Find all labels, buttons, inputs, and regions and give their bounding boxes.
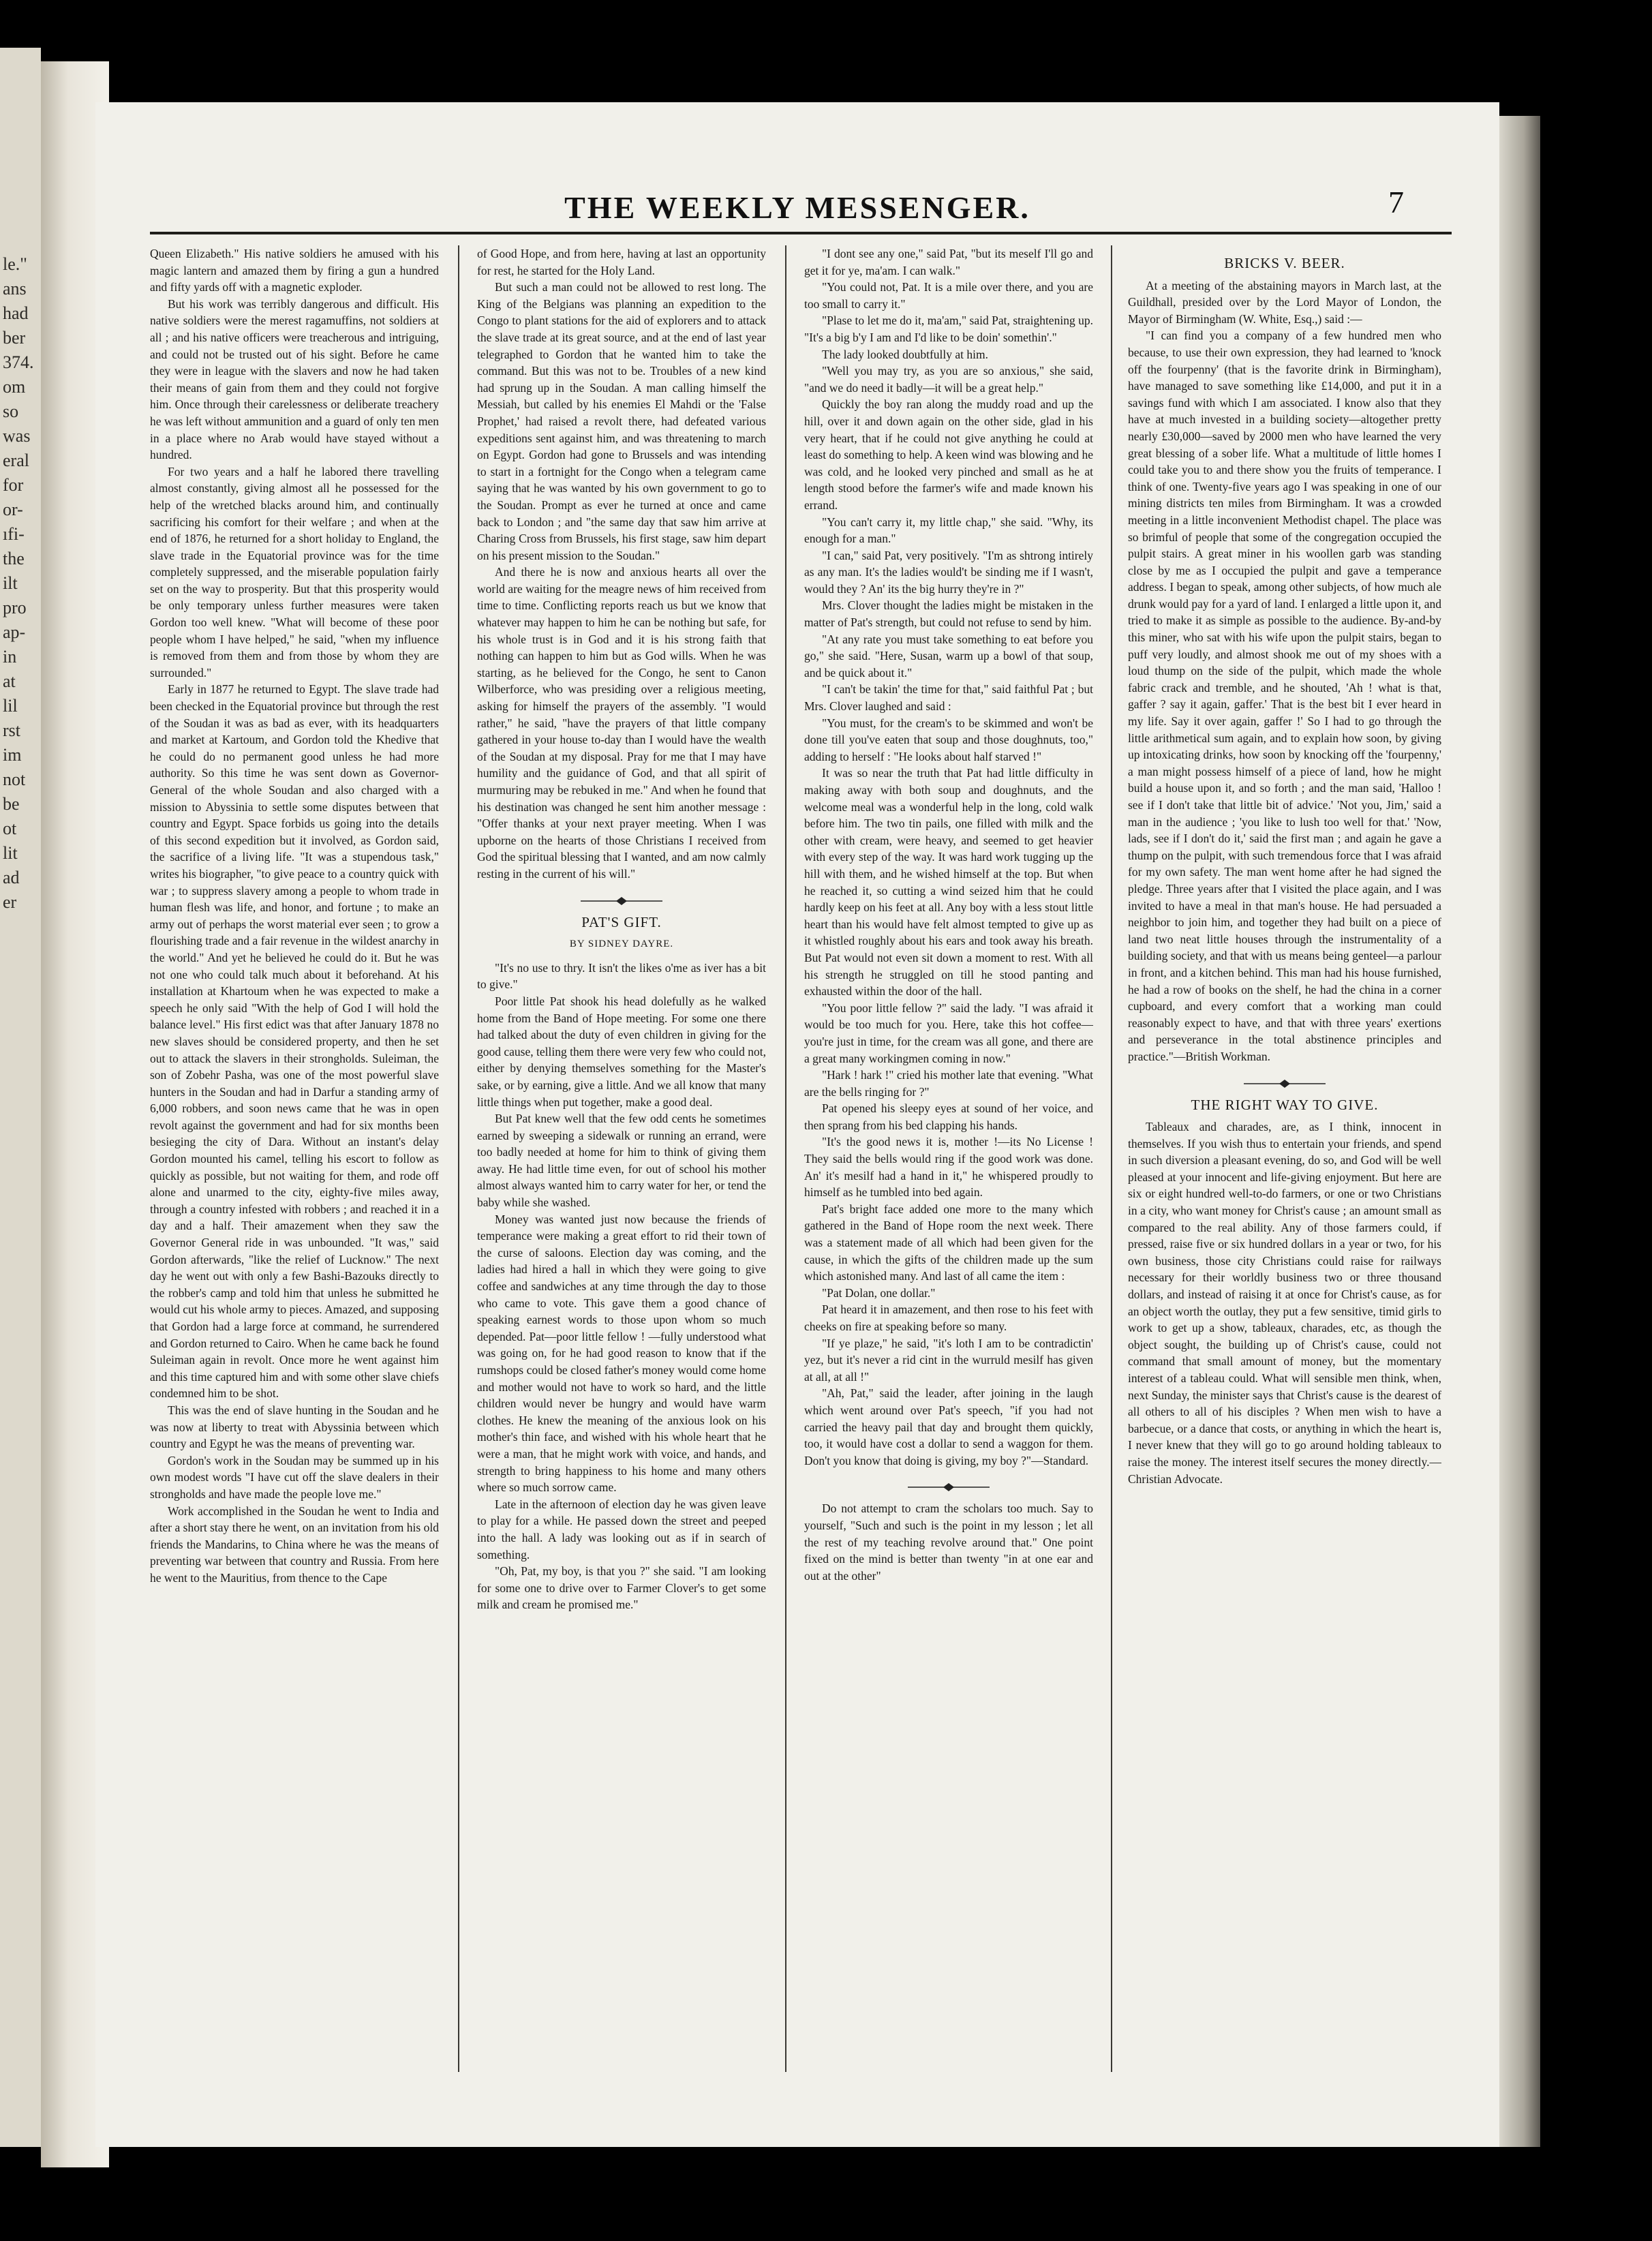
paragraph: Queen Elizabeth." His native soldiers he amused with his magic lantern and amazed them by firing a gun a hundred and fifty yards off with a magnetic exploder. (150, 247, 439, 294)
fragment-line: was (3, 426, 31, 446)
fragment-line: had (3, 303, 29, 323)
article-title-bricks-v-beer: BRICKS V. BEER. (1224, 255, 1345, 271)
paragraph: Pat heard it in amazement, and then rose to his feet with cheeks on fire at speaking before so many. (804, 1302, 1093, 1333)
paragraph: "Oh, Pat, my boy, is that you ?" she said. "I am looking for some one to drive over to Farmer Clover's to get some milk and cream he promised me." (477, 1564, 766, 1612)
paragraph: Gordon's work in the Soudan may be summed up in his own modest words "I have cut off the slave dealers in their strongholds and have made the people love me." (150, 1453, 439, 1501)
newspaper-page (95, 102, 1499, 2147)
closing-paragraph: Do not attempt to cram the scholars too much. Say to yourself, "Such and such is the point in my lesson ; let all the rest of my teaching revolve around that." One point fixed on the mind is better than twenty "in at one ear and out at the other" (804, 1501, 1093, 1583)
fragment-line: ber (3, 328, 26, 348)
paragraph: Pat's bright face added one more to the many which gathered in the Band of Hope room the next week. There was a statement made of all which had been given for the cause, in which the gifts of the children made up the sum which astonished many. And last of all came the item : (804, 1202, 1093, 1283)
paragraph: "I can't be takin' the time for that," said faithful Pat ; but Mrs. Clover laughed and said : (804, 682, 1093, 714)
paragraph: "Pat Dolan, one dollar." (822, 1285, 936, 1300)
column-rule (458, 245, 459, 2072)
paragraph: "Hark ! hark !" cried his mother late that evening. "What are the bells ringing for ?" (804, 1068, 1093, 1099)
column-1 (150, 245, 439, 2065)
paragraph: "At any rate you must take something to eat before you go," she said. "Here, Susan, warm up a bowl of that soup, and be quick about it." (804, 632, 1093, 680)
fragment-line: 374. (3, 352, 34, 372)
fragment-line: ans (3, 279, 27, 299)
fragment-line: lit (3, 843, 18, 863)
paragraph: "I can find you a company of a few hundred men who because, to use their own expression, they had learned to 'knock off the fourpenny' (that is the favorite drink in Birmingham), have managed to save something like £14,000, and put it in a savings fund with which I am associated. I know also that they have at much invested in a building society—altogether pretty nearly £30,000—saved by 2000 men who have learned the very great blessing of a sober life. What a multitude of little homes I could take you to and there show you the fruits of temperance. I think of one. Twenty-five years ago I was speaking in one of our mining districts ten miles from Birmingham. It was a crowded meeting in a little inconvenient Methodist chapel. The place was so brimful of people that some of the congregation occupied the pulpit stairs. A great miner in his woollen garb was standing close by me as I occupied the pulpit and gave a temperance address. I began to speak, among other subjects, of how much ale drunk would pay for a yard of land. I enlarged a little upon it, and tried to make it as simple as possible to the audience. By-and-by this miner, who sat with his wife upon the pulpit stairs, began to puff very loudly, and almost shook me out of my shoes with a loud thump on the side of the pulpit, which made the whole fabric crack and tremble, and he shouted, 'Ah ! what is that, gaffer ? say it again, gaffer.' That is the best bit I ever heard in my life. Say it over again, gaffer !' So I had to go through the little arithmetical sum again, and to explain how soon, by giving up intoxicating drinks, how soon by knocking off the 'fourpenny,' a man might possess himself of a piece of land, how he might build a house upon it, and so forth ; and the man said, 'Halloo ! see if I don't take that little bit of advice.' 'Not you, Jim,' said a man in the audience ; 'you like to lush too well for that.' 'Now, lads, see if I don't do it,' said the first man ; and again he gave a thump on the pulpit, with such tremendous force that I was afraid for my own safety. The man went home after he had signed the pledge. Three years after that I visited the place again, and I was invited to have a meal in that man's house. He had persuaded a neighbor to join him, and together they had built on a piece of land two neat little houses through the instrumentality of a building society, and that with us means being genteel—a parlour in front, and a kitchen behind. This man had his house furnished, he had a row of books on the shelf, he had the china in a corner cupboard, and every comfort that a working man could reasonably expect to have, and that with three years' exertions and perseverance in the total abstinence principles and practice."—British Workman. (1128, 329, 1441, 1063)
fragment-line: ot (3, 819, 17, 838)
left-page-fragment-text (0, 252, 41, 915)
paragraph: "It's the good news it is, mother !—its No License ! They said the bells would ring if the good work was done. An' it's mesilf had a hand in it," he whispered proudly to himself as he tumbled into bed again. (804, 1135, 1093, 1200)
paragraph: The lady looked doubtfully at him. (822, 347, 988, 361)
fragment-line: im (3, 745, 22, 765)
article-title-right-way-to-give: THE RIGHT WAY TO GIVE. (1191, 1096, 1379, 1113)
paragraph: of Good Hope, and from here, having at last an opportunity for rest, he started for the Holy Land. (477, 247, 766, 277)
fragment-line: ad (3, 868, 20, 887)
fragment-line: at (3, 671, 16, 691)
column-rule (785, 245, 786, 2072)
fragment-line: pro (3, 598, 27, 618)
paragraph: It was so near the truth that Pat had little difficulty in making away with both soup and doughnuts, and the welcome meal was a wonderful help in the long, cold walk before him. The two tin pails, one filled with milk and the other with cream, were heavy, and seemed to get heavier with every step of the way. It was hard work tugging up the hill with them, and he wished himself at the top. But when he reached it, so cutting a wind seized him that he could hardly keep on his feet at all. Any boy with a less stout little heart than his would have felt almost tempted to give up as it whistled roughly about his ears and took away his breath. But Pat would not even sit down a moment to rest. With all his strength he struggled on till he stood panting and exhausted within the door of the hall. (804, 766, 1093, 998)
paragraph: "You poor little fellow ?" said the lady. "I was afraid it would be too much for you. Here, take this hot coffee—you're just in time, for the cream was all gone, and there are a great many workingmen coming in now." (804, 1001, 1093, 1065)
paragraph: "You could not, Pat. It is a mile over there, and you are too small to carry it." (804, 280, 1093, 311)
paragraph: "Ah, Pat," said the leader, after joining in the laugh which went around over Pat's speech, "if you had not carried the heavy pail that day and brought them quickly, too, it would have cost a dollar to send a waggon for them. Don't you know that doing is giving, my boy ?"—Standard. (804, 1386, 1093, 1467)
paragraph: But his work was terribly dangerous and difficult. His native soldiers were the merest ragamuffins, not soldiers at all ; and his native officers were treacherous and intriguing, and could not be trusted out of his sight. Before he came they were in league with the slavers and now he had taken their means of gain from them and they could not forgive him. Once through their carelessness or deliberate treachery he was left without ammunition and a guard of only ten men in a place where no Arab would have stayed without a hundred. (150, 296, 439, 462)
fragment-line: ap- (3, 622, 26, 642)
paragraph: For two years and a half he labored there travelling almost constantly, giving almost all he possessed for the help of the wretched blacks around him, and continually sacrificing his comfort for their welfare ; and when at the end of 1876, he returned for a short holiday to England, the slave trade in the Equatorial province was for the time completely suppressed, and the miserable population fairly set on the way to prosperity. But that this prosperity would be only temporary unless further measures were taken Gordon too well knew. "What will become of these poor people whom I have helped," he said, "when my influence is removed from them and from those by whom they are surrounded." (150, 464, 439, 680)
fragment-line: not (3, 769, 26, 789)
byline: BY SIDNEY DAYRE. (569, 939, 674, 950)
paragraph: "You must, for the cream's to be skimmed and won't be done till you've eaten that soup and those doughnuts, too," adding to herself : "He looks about half starved !" (804, 716, 1093, 763)
paragraph: Money was wanted just now because the friends of temperance were making a great effort to rid their town of the curse of saloons. Election day was coming, and the ladies had hired a hall in which they were going to give coffee and sandwiches at any time through the day to those who came to vote. This gave them a good chance of speaking earnest words to those upon whom so much depended. Pat—poor little fellow ! —fully understood what was going on, for he had good reason to know that if the rumshops could be closed father's money would come home and mother would not have to work so hard, and the little children would never be hungry and would have warm clothes. He knew the meaning of the anxious look on his mother's thin face, and wished with his whole heart that he were a man, that he might work with voice, and hands, and strength to bring happiness to his home and many others where so much sorrow came. (477, 1212, 766, 1495)
left-page-fragment (0, 48, 41, 2147)
paragraph: Pat opened his sleepy eyes at sound of her voice, and then sprang from his bed clapping his hands. (804, 1101, 1093, 1132)
paragraph: "If ye plaze," he said, "it's loth I am to be contradictin' yez, but it's never a rid cint in the wurruld mesilf has given at all, at all !" (804, 1336, 1093, 1384)
paragraph: Early in 1877 he returned to Egypt. The slave trade had been checked in the Equatorial province but through the rest of the Soudan it was as bad as ever, with its headquarters and market at Kartoum, and Gordon told the Khedive that he could do no permanent good unless he had more authority. So this time he was sent down as Governor-General of the whole Soudan and also charged with a mission to Abyssinia to settle some disputes between that country and Egypt. Space forbids us going into the details of this second expedition but it involved, as Gordon said, the sacrifice of a living life. "It was a stupendous task," writes his biographer, "to give peace to a country quick with war ; to suppress slavery among a people to whom trade in human flesh was life, and honor, and fortune ; to make an army out of perhaps the worst material ever seen ; to grow a flourishing trade and a fair revenue in the wildest anarchy in the world." And yet he believed he could do it. But he was not one who could talk much about it beforehand. At his installation at Khartoum when he was expected to make a speech he only said "With the help of God I will hold the balance level." His first edict was that after January 1878 no new slaves should be considered property, and then he set out to attack the slavers in their strongholds. Suleiman, the son of Zobehr Pasha, was one of the most powerful slave hunters in the Soudan and had in Darfur a standing army of 6,000 robbers, and soon news came that he was in open revolt against the government and had for six months been besieging the city of Dara. Without an instant's delay Gordon mounted his camel, telling his escort to follow as quickly as possible, but not waiting for them, and rode off alone and unarmed to the city, eighty-five miles away, through a country infested with robbers ; and reached it in a day and a half. Their amazement when they saw the Governor General ride in was unbounded. "It was," said Gordon afterwards, "like the relief of Lucknow." The next day he went out with only a few Bashi-Bazouks directly to the robber's camp and told him that unless he submitted he would cut his whole army to pieces. Amazed, and supposing that Gordon had a large force at command, he surrendered and Gordon returned to Cairo. When he came back he found Suleiman again in revolt. Once more he went against him and this time captured him and with some other slave chiefs condemned him to be shot. (150, 682, 439, 1401)
fragment-line: le." (3, 254, 27, 274)
paragraph: But Pat knew well that the few odd cents he sometimes earned by sweeping a sidewalk or running an errand, were too badly needed at home for him to think of giving them away. He had little time even, for out of school his mother almost always wanted him to carry water for her, or tend the baby while she washed. (477, 1112, 766, 1210)
paragraph: "Well you may try, as you are so anxious," she said, "and we do need it badly—it will be a great help." (804, 364, 1093, 395)
section-divider (804, 1480, 1093, 1489)
fragment-line: lil (3, 696, 18, 716)
paragraph: Mrs. Clover thought the ladies might be mistaken in the matter of Pat's strength, but could not refuse to send by him. (804, 598, 1093, 630)
paragraph: At a meeting of the abstaining mayors in March last, at the Guildhall, presided over by the Lord Mayor of London, the Mayor of Birmingham (W. White, Esq.,) said :— (1128, 278, 1441, 326)
paragraph: "It's no use to thry. It isn't the likes o'me as iver has a bit to give." (477, 960, 766, 992)
column-3 (804, 245, 1093, 2065)
fragment-line: eral (3, 451, 29, 470)
fragment-line: ıfi- (3, 524, 25, 544)
column-rule (1111, 245, 1112, 2072)
paragraph: And there he is now and anxious hearts all over the world are waiting for the meagre news of him received from time to time. Conflicting reports reach us but we know that whatever may happen to him he can be nothing but safe, for his whole trust is in God and it is his strong faith that nothing can happen to him but as God wills. When he was starting, as he believed for the Congo, he sent to Canon Wilberforce, who was presiding over a religious meeting, asking for himself the prayers of the assembly. "I would rather," he said, "have the prayers of that little company gathered in your house to-day than I would have the wealth of the Soudan at my disposal. Pray for me that I may have humility and the guidance of God, and that all spirit of murmuring may be rebuked in me." And when he found that his destination was changed he sent him another message : "Offer thanks at your next prayer meeting. When I was upborne on the hearts of those Christians I received from God the spiritual blessing that I wanted, and am now calmly resting in the current of his will." (477, 565, 766, 881)
column-4 (1128, 245, 1441, 2065)
fragment-line: rst (3, 720, 20, 740)
fragment-line: ilt (3, 573, 18, 593)
paragraph: "I can," said Pat, very positively. "I'm as shtrong intirely as any man. It's the ladies would't be sinding me if I wasn't, would they ? An' its the big hurry they're in ?" (804, 548, 1093, 596)
paragraph: "I dont see any one," said Pat, "but its meself I'll go and get it for ye, ma'am. I can walk." (804, 247, 1093, 277)
fragment-line: or- (3, 500, 23, 519)
fragment-line: so (3, 401, 19, 421)
fragment-line: be (3, 794, 20, 814)
paragraph: Tableaux and charades, are, as I think, innocent in themselves. If you wish thus to entertain your friends, and spend in such diversion a pleasant evening, do so, and God will be well pleased at your innocent and life-giving enjoyment. But here are six or eight hundred well-to-do farmers, or one or two Christians in a city, who want money for Christ's cause ; an amount small as compared to the real ability. Any of those farmers could, if pressed, raise five or six hundred dollars in a year or two, for his own business, those city Christians could raise for railways necessary for their worldly business two or three thousand dollars, and instead of raising it at once for Christ's cause, as for an object worth the outlay, they put a few sensitive, timid girls to work to get up a show, tableaux, charades, etc, as though the object sought, the building up of Christ's cause, could not command that small amount of money, but the momentary interest of a tableau could. What will sensible men think, when, next Sunday, the minister says that Christ's cause is the dearest of all others to all of his disciples ? When men wish to have a barbecue, or a dance that costs, or anything in which the heart is, I never knew that they will go to go around holding tableaux to raise the money. The interest itself secures the money directly.—Christian Advocate. (1128, 1120, 1441, 1486)
paragraph: Quickly the boy ran along the muddy road and up the hill, over it and down again on the other side, glad in his very heart, that if he could not give anything he could at least do something to help. A keen wind was blowing and he was cold, and he looked very pinched and small as he at length stood before the farmer's wife and made known his errand. (804, 397, 1093, 512)
header-rule (150, 232, 1452, 234)
section-divider (1128, 1076, 1441, 1086)
paragraph: Poor little Pat shook his head dolefully as he walked home from the Band of Hope meeting. For some one there had talked about the duty of even children in giving for the good cause, telling them there were very few who could not, either by denying themselves something for the Master's sake, or by earning, give a little. And we all know that many little things when put together, make a good deal. (477, 994, 766, 1109)
paragraph: But such a man could not be allowed to rest long. The King of the Belgians was planning an expedition to the Congo to plant stations for the aid of explorers and to attack the slave trade at its great source, and at the end of last year telegraphed to Gordon that he wanted him to take the command. But this was not to be. Troubles of a new kind had sprung up in the Soudan. A man calling himself the Messiah, but called by his enemies El Mahdi or the 'False Prophet,' had raised a revolt there, had defeated various expeditions sent against him, and was threatening to march on Egypt. Gordon had gone to Brussels and was intending to start in a fortnight for the Congo when a telegram came saying that he was wanted by his own government to go to the Soudan. Prompt as ever he turned at once and came back to London ; and "the same day that saw him arrive at Charing Cross from Brussels, his first stage, saw him depart on his present mission to the Soudan." (477, 280, 766, 562)
column-2 (477, 245, 766, 2065)
paragraph: Work accomplished in the Soudan he went to India and after a short stay there he went, on an invitation from his old friends the Mandarins, to China where he was the means of preventing war between that country and Russia. From here he went to the Mauritius, from thence to the Cape (150, 1504, 439, 1585)
paragraph: "You can't carry it, my little chap," she said. "Why, its enough for a man." (804, 515, 1093, 546)
fragment-line: er (3, 892, 17, 912)
fragment-line: in (3, 647, 17, 667)
fragment-line: for (3, 475, 24, 495)
page-right-edge (1499, 116, 1540, 2147)
fragment-line: the (3, 549, 25, 568)
paragraph: "Plase to let me do it, ma'am," said Pat, straightening up. "It's a big b'y I am and I'd like to be doin' somethin'." (804, 314, 1093, 344)
article-title-pats-gift: PAT'S GIFT. (581, 913, 662, 930)
section-divider (477, 894, 766, 903)
paragraph: Late in the afternoon of election day he was given leave to play for a while. He passed down the street and peeped into the hall. A lady was looking out as if in search of something. (477, 1497, 766, 1561)
masthead: THE WEEKLY MESSENGER. (564, 190, 1030, 225)
page-number: 7 (1388, 185, 1404, 219)
paragraph: This was the end of slave hunting in the Soudan and he was now at liberty to treat with Abyssinia between which country and Egypt he was the means of preventing war. (150, 1403, 439, 1451)
fragment-line: om (3, 377, 26, 397)
